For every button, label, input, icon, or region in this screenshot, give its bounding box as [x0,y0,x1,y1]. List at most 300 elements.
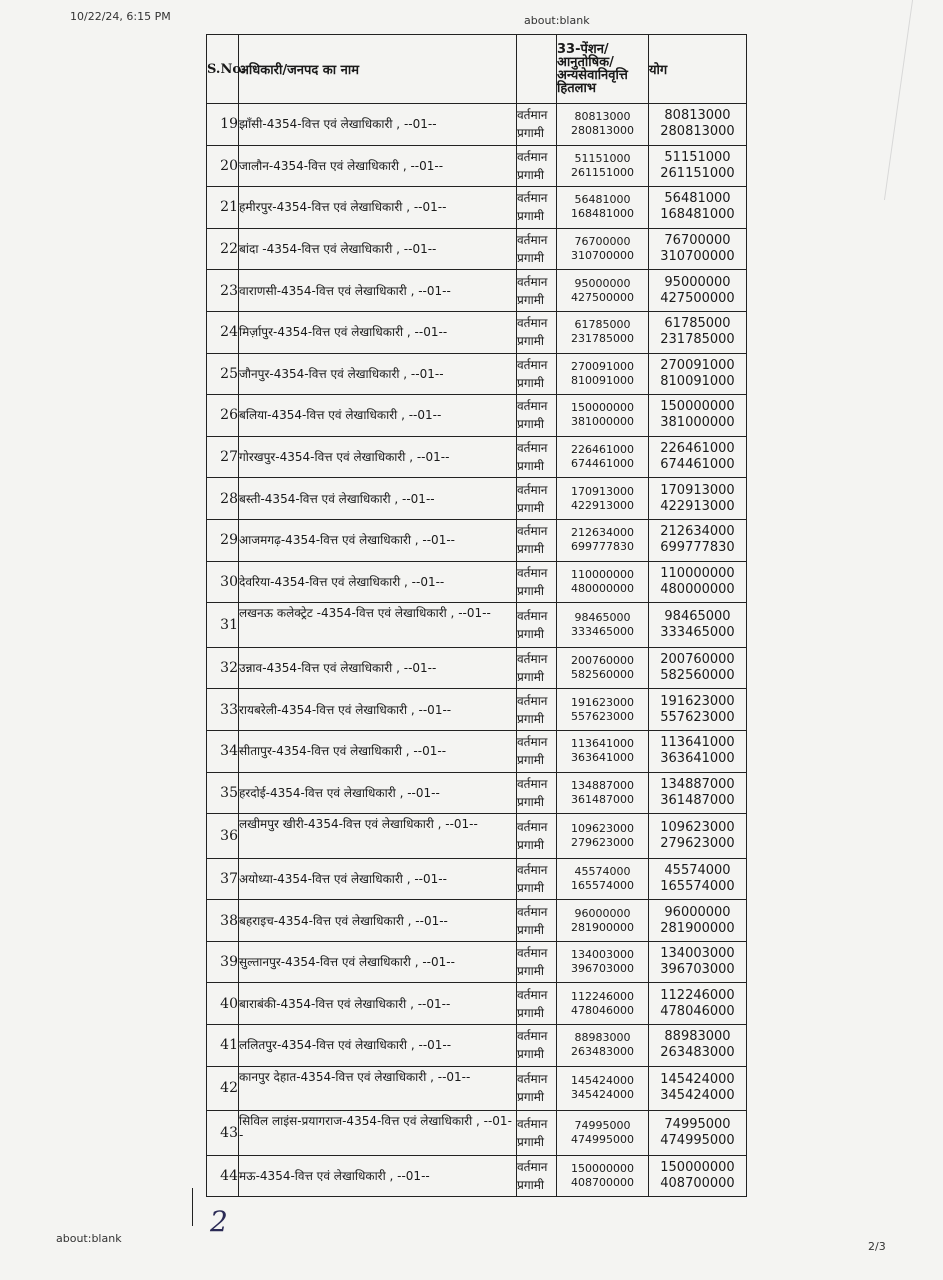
current-label: वर्तमान [517,149,548,164]
pension-progressive-value: 281900000 [571,920,634,934]
progressive-label: प्रगामी [517,375,544,390]
pension-current-value: 96000000 [574,906,631,920]
officer-district-name: लखीमपुर खीरी-4354-वित्त एवं लेखाधिकारी , --01-- [239,814,517,859]
period-type [517,311,557,353]
total-amount [649,858,747,900]
total-progressive-value: 279623000 [660,835,735,851]
table-row [207,1066,747,1111]
pension-amount [557,478,649,520]
progressive-label: प्रगामी [517,1178,544,1193]
table-row [207,519,747,561]
total-current-value: 150000000 [660,1160,735,1176]
pension-amount [557,436,649,478]
serial-number: 38 [207,900,239,942]
total-progressive-value: 674461000 [660,457,735,473]
pension-current-value: 226461000 [571,443,634,457]
progressive-label: प्रगामी [517,500,544,515]
officer-district-name: मिर्ज़ापुर-4354-वित्त एवं लेखाधिकारी , --01-- [239,311,517,353]
pension-amount [557,561,649,603]
total-current-value: 226461000 [660,441,735,457]
print-footer-url: about:blank [56,1232,122,1245]
total-amount [649,1066,747,1111]
pension-progressive-value: 422913000 [571,498,634,512]
serial-number: 35 [207,772,239,814]
period-type [517,603,557,648]
period-type [517,1111,557,1156]
pension-amount [557,270,649,312]
progressive-label: प्रगामी [517,583,544,598]
current-label: वर्तमान [517,1072,548,1087]
serial-number: 21 [207,187,239,229]
officer-district-name: आजमगढ़-4354-वित्त एवं लेखाधिकारी , --01-- [239,519,517,561]
pension-current-value: 45574000 [574,864,631,878]
officer-district-name: लखनऊ कलेक्ट्रेट -4354-वित्त एवं लेखाधिकारी , --01-- [239,603,517,648]
total-current-value: 51151000 [664,149,731,165]
print-page-number: 2/3 [868,1240,886,1253]
pension-current-value: 74995000 [574,1119,631,1133]
current-label: वर्तमान [517,608,548,623]
pension-progressive-value: 333465000 [571,624,634,638]
period-type [517,353,557,395]
officer-district-name: झाँसी-4354-वित्त एवं लेखाधिकारी , --01-- [239,104,517,146]
total-progressive-value: 582560000 [660,668,735,684]
table-row [207,941,747,983]
total-amount [649,478,747,520]
current-label: वर्तमान [517,1160,548,1175]
total-progressive-value: 263483000 [660,1045,735,1061]
progressive-label: प्रगामी [517,1090,544,1105]
total-current-value: 200760000 [660,652,735,668]
officer-district-name: बलिया-4354-वित्त एवं लेखाधिकारी , --01-- [239,395,517,437]
current-label: वर्तमान [517,191,548,206]
total-current-value: 170913000 [660,482,735,498]
officer-district-name: सीतापुर-4354-वित्त एवं लेखाधिकारी , --01-- [239,730,517,772]
pension-progressive-value: 480000000 [571,581,634,595]
total-amount [649,187,747,229]
table-row [207,187,747,229]
current-label: वर्तमान [517,233,548,248]
progressive-label: प्रगामी [517,626,544,641]
progressive-label: प्रगामी [517,753,544,768]
serial-number: 34 [207,730,239,772]
pension-amount [557,1025,649,1067]
serial-number: 29 [207,519,239,561]
total-current-value: 212634000 [660,524,735,540]
table-row [207,900,747,942]
pension-amount [557,814,649,859]
total-current-value: 134887000 [660,776,735,792]
pension-current-value: 191623000 [571,695,634,709]
total-progressive-value: 381000000 [660,415,735,431]
table-row [207,858,747,900]
period-type [517,561,557,603]
total-amount [649,1111,747,1156]
handwritten-mark: 2 [210,1205,228,1238]
total-progressive-value: 363641000 [660,751,735,767]
pension-amount [557,1066,649,1111]
pension-progressive-value: 363641000 [571,751,634,765]
header-total: योग [649,35,747,104]
pension-amount [557,983,649,1025]
total-amount [649,814,747,859]
pension-progressive-value: 427500000 [571,290,634,304]
total-amount [649,941,747,983]
officer-district-name: गोरखपुर-4354-वित्त एवं लेखाधिकारी , --01-- [239,436,517,478]
table-row [207,983,747,1025]
serial-number: 31 [207,603,239,648]
pension-amount [557,1111,649,1156]
table-body [207,104,747,1197]
current-label: वर्तमान [517,524,548,539]
total-progressive-value: 474995000 [660,1133,735,1149]
serial-number: 20 [207,145,239,187]
serial-number: 32 [207,647,239,689]
pension-current-value: 88983000 [574,1031,631,1045]
header-type [517,35,557,104]
progressive-label: प्रगामी [517,1135,544,1150]
table-row [207,1025,747,1067]
pension-progressive-value: 674461000 [571,457,634,471]
header-serial-number: S.No. [207,35,239,104]
total-current-value: 96000000 [664,904,731,920]
officer-district-name: कानपुर देहात-4354-वित्त एवं लेखाधिकारी , --01-- [239,1066,517,1111]
table-header-row [207,35,747,104]
pension-amount [557,941,649,983]
serial-number: 22 [207,228,239,270]
current-label: वर्तमान [517,862,548,877]
progressive-label: प्रगामी [517,292,544,307]
pension-current-value: 134003000 [571,948,634,962]
total-amount [649,772,747,814]
progressive-label: प्रगामी [517,334,544,349]
pension-progressive-value: 582560000 [571,668,634,682]
table-row [207,1111,747,1156]
total-amount [649,519,747,561]
total-progressive-value: 261151000 [660,165,735,181]
pension-current-value: 170913000 [571,484,634,498]
total-current-value: 61785000 [664,316,731,332]
table-row [207,730,747,772]
total-amount [649,353,747,395]
progressive-label: प्रगामी [517,964,544,979]
total-current-value: 56481000 [664,191,731,207]
total-progressive-value: 165574000 [660,878,735,894]
officer-district-name: अयोध्या-4354-वित्त एवं लेखाधिकारी , --01-- [239,858,517,900]
serial-number: 28 [207,478,239,520]
pension-current-value: 110000000 [571,567,634,581]
total-progressive-value: 408700000 [660,1176,735,1192]
officer-district-name: जालौन-4354-वित्त एवं लेखाधिकारी , --01-- [239,145,517,187]
total-amount [649,561,747,603]
officer-district-name: हरदोई-4354-वित्त एवं लेखाधिकारी , --01-- [239,772,517,814]
progressive-label: प्रगामी [517,711,544,726]
serial-number: 37 [207,858,239,900]
officer-district-name: देवरिया-4354-वित्त एवं लेखाधिकारी , --01-- [239,561,517,603]
total-amount [649,647,747,689]
pension-progressive-value: 231785000 [571,332,634,346]
period-type [517,1066,557,1111]
serial-number: 44 [207,1155,239,1197]
total-progressive-value: 333465000 [660,624,735,640]
officer-district-name: सिविल लाइंस-प्रयागराज-4354-वित्त एवं लेखाधिकारी , --01-- [239,1111,517,1156]
current-label: वर्तमान [517,776,548,791]
period-type [517,647,557,689]
pension-amount [557,395,649,437]
pension-current-value: 95000000 [574,276,631,290]
pension-progressive-value: 381000000 [571,415,634,429]
pension-amount [557,858,649,900]
serial-number: 23 [207,270,239,312]
progressive-label: प्रगामी [517,794,544,809]
total-current-value: 145424000 [660,1072,735,1088]
total-amount [649,145,747,187]
pension-current-value: 113641000 [571,737,634,751]
pension-progressive-value: 279623000 [571,835,634,849]
pension-progressive-value: 168481000 [571,207,634,221]
pension-amount [557,603,649,648]
pension-amount [557,730,649,772]
officer-district-name: रायबरेली-4354-वित्त एवं लेखाधिकारी , --01-- [239,689,517,731]
pension-current-value: 112246000 [571,989,634,1003]
table-row [207,311,747,353]
total-amount [649,1025,747,1067]
total-progressive-value: 310700000 [660,249,735,265]
current-label: वर्तमान [517,652,548,667]
table-row [207,145,747,187]
period-type [517,941,557,983]
pension-current-value: 150000000 [571,401,634,415]
progressive-label: प्रगामी [517,209,544,224]
current-label: वर्तमान [517,819,548,834]
progressive-label: प्रगामी [517,1047,544,1062]
total-amount [649,689,747,731]
current-label: वर्तमान [517,441,548,456]
pension-progressive-value: 478046000 [571,1003,634,1017]
current-label: वर्तमान [517,735,548,750]
officer-district-name: हमीरपुर-4354-वित्त एवं लेखाधिकारी , --01-- [239,187,517,229]
period-type [517,145,557,187]
progressive-label: प्रगामी [517,459,544,474]
total-current-value: 74995000 [664,1117,731,1133]
pension-progressive-value: 474995000 [571,1133,634,1147]
pension-current-value: 76700000 [574,235,631,249]
current-label: वर्तमान [517,399,548,414]
pension-progressive-value: 345424000 [571,1088,634,1102]
period-type [517,900,557,942]
total-progressive-value: 480000000 [660,581,735,597]
pension-current-value: 61785000 [574,318,631,332]
officer-district-name: बस्ती-4354-वित्त एवं लेखाधिकारी , --01-- [239,478,517,520]
period-type [517,689,557,731]
pension-amount [557,228,649,270]
table-row [207,478,747,520]
period-type [517,519,557,561]
period-type [517,772,557,814]
period-type [517,270,557,312]
pension-progressive-value: 310700000 [571,249,634,263]
progressive-label: प्रगामी [517,1005,544,1020]
pension-progressive-value: 280813000 [571,124,634,138]
total-progressive-value: 280813000 [660,124,735,140]
total-current-value: 109623000 [660,819,735,835]
officer-district-name: बांदा -4354-वित्त एवं लेखाधिकारी , --01-- [239,228,517,270]
officer-district-name: सुल्तानपुर-4354-वित्त एवं लेखाधिकारी , --01-- [239,941,517,983]
serial-number: 19 [207,104,239,146]
total-current-value: 98465000 [664,608,731,624]
pension-current-value: 109623000 [571,821,634,835]
current-label: वर्तमान [517,357,548,372]
pension-amount [557,311,649,353]
serial-number: 43 [207,1111,239,1156]
current-label: वर्तमान [517,274,548,289]
total-progressive-value: 422913000 [660,498,735,514]
pension-current-value: 145424000 [571,1074,634,1088]
period-type [517,858,557,900]
progressive-label: प्रगामी [517,542,544,557]
progressive-label: प्रगामी [517,417,544,432]
table-row [207,436,747,478]
officer-district-name: ललितपुर-4354-वित्त एवं लेखाधिकारी , --01-- [239,1025,517,1067]
total-current-value: 112246000 [660,987,735,1003]
pension-progressive-value: 557623000 [571,709,634,723]
progressive-label: प्रगामी [517,670,544,685]
paper-fold-line [884,0,943,200]
pension-current-value: 98465000 [574,610,631,624]
pension-current-value: 270091000 [571,359,634,373]
table-row [207,561,747,603]
pension-current-value: 200760000 [571,654,634,668]
officer-district-name: वाराणसी-4354-वित्त एवं लेखाधिकारी , --01-- [239,270,517,312]
header-pension-benefits: 33-पेंशन/ आनुतोषिक/ अन्यसेवानिवृत्ति हितलाभ [557,35,649,104]
pension-progressive-value: 699777830 [571,540,634,554]
table-row [207,104,747,146]
officer-district-name: बहराइच-4354-वित्त एवं लेखाधिकारी , --01-- [239,900,517,942]
total-amount [649,1155,747,1197]
pension-progressive-value: 810091000 [571,373,634,387]
period-type [517,1155,557,1197]
total-current-value: 80813000 [664,108,731,124]
progressive-label: प्रगामी [517,167,544,182]
period-type [517,228,557,270]
total-amount [649,228,747,270]
pension-current-value: 56481000 [574,193,631,207]
current-label: वर्तमान [517,1029,548,1044]
total-amount [649,395,747,437]
serial-number: 26 [207,395,239,437]
total-progressive-value: 361487000 [660,792,735,808]
pension-amount [557,1155,649,1197]
table-row [207,395,747,437]
serial-number: 36 [207,814,239,859]
period-type [517,983,557,1025]
serial-number: 41 [207,1025,239,1067]
print-datetime: 10/22/24, 6:15 PM [70,10,171,23]
total-progressive-value: 231785000 [660,332,735,348]
pension-current-value: 150000000 [571,1162,634,1176]
pension-current-value: 134887000 [571,778,634,792]
margin-line [192,1188,193,1226]
current-label: वर्तमान [517,987,548,1002]
pension-amount [557,519,649,561]
serial-number: 40 [207,983,239,1025]
serial-number: 27 [207,436,239,478]
total-current-value: 88983000 [664,1029,731,1045]
officer-district-name: जौनपुर-4354-वित्त एवं लेखाधिकारी , --01-- [239,353,517,395]
pension-amount [557,689,649,731]
officer-district-name: बाराबंकी-4354-वित्त एवं लेखाधिकारी , --01-- [239,983,517,1025]
table-row [207,689,747,731]
pension-amount [557,772,649,814]
pension-progressive-value: 165574000 [571,878,634,892]
total-current-value: 191623000 [660,693,735,709]
progressive-label: प्रगामी [517,922,544,937]
pension-amount [557,145,649,187]
print-page-title: about:blank [524,14,590,27]
period-type [517,814,557,859]
total-amount [649,983,747,1025]
current-label: वर्तमान [517,904,548,919]
pension-progressive-value: 261151000 [571,165,634,179]
table-row [207,270,747,312]
total-current-value: 113641000 [660,735,735,751]
total-progressive-value: 396703000 [660,962,735,978]
serial-number: 39 [207,941,239,983]
total-progressive-value: 427500000 [660,290,735,306]
period-type [517,1025,557,1067]
current-label: वर्तमान [517,946,548,961]
period-type [517,104,557,146]
total-progressive-value: 810091000 [660,373,735,389]
current-label: वर्तमान [517,482,548,497]
total-current-value: 134003000 [660,946,735,962]
total-progressive-value: 557623000 [660,709,735,725]
total-progressive-value: 478046000 [660,1003,735,1019]
pension-amount [557,353,649,395]
current-label: वर्तमान [517,108,548,123]
pension-current-value: 212634000 [571,526,634,540]
total-progressive-value: 168481000 [660,207,735,223]
serial-number: 25 [207,353,239,395]
period-type [517,436,557,478]
pension-current-value: 51151000 [574,151,631,165]
current-label: वर्तमान [517,565,548,580]
total-current-value: 150000000 [660,399,735,415]
total-current-value: 76700000 [664,233,731,249]
pension-allocation-table [206,34,747,1197]
serial-number: 33 [207,689,239,731]
total-current-value: 270091000 [660,357,735,373]
pension-progressive-value: 396703000 [571,962,634,976]
table-row [207,772,747,814]
total-amount [649,603,747,648]
total-current-value: 110000000 [660,565,735,581]
period-type [517,395,557,437]
total-amount [649,270,747,312]
header-officer-district-name: अधिकारी/जनपद का नाम [239,35,517,104]
total-progressive-value: 345424000 [660,1088,735,1104]
current-label: वर्तमान [517,1117,548,1132]
pension-amount [557,647,649,689]
progressive-label: प्रगामी [517,837,544,852]
pension-amount [557,187,649,229]
period-type [517,187,557,229]
pension-progressive-value: 263483000 [571,1045,634,1059]
table-row [207,228,747,270]
serial-number: 30 [207,561,239,603]
current-label: वर्तमान [517,316,548,331]
officer-district-name: मऊ-4354-वित्त एवं लेखाधिकारी , --01-- [239,1155,517,1197]
pension-current-value: 80813000 [574,110,631,124]
